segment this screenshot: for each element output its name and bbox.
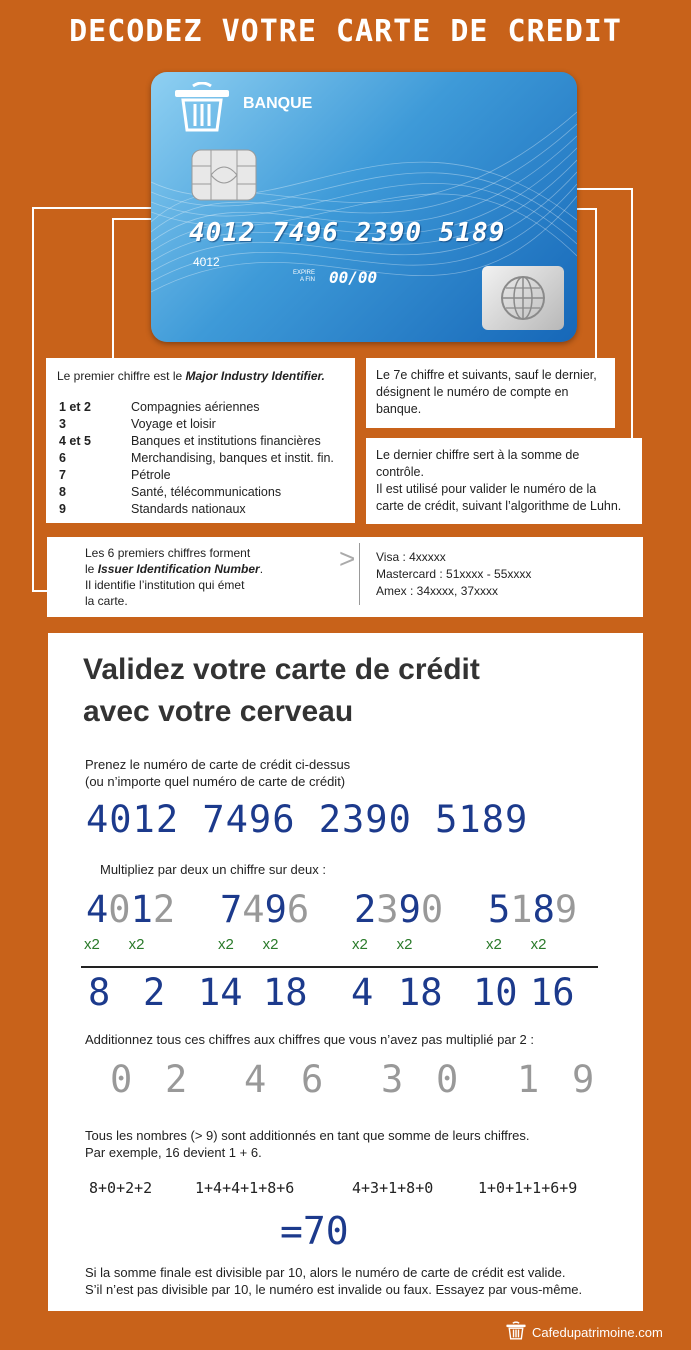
digit: 0 <box>108 888 131 931</box>
mii-row: 9 Standards nationaux <box>59 502 246 516</box>
checksum-box <box>366 438 642 524</box>
account-box <box>366 358 615 428</box>
unmultiplied-digit: 1 <box>517 1058 540 1101</box>
unmultiplied-digit: 2 <box>165 1058 188 1101</box>
product-value: 16 <box>530 971 575 1014</box>
digit-sum: 8+0+2+2 <box>89 1179 153 1197</box>
mii-intro: Le premier chiffre est le Major Industry Identifier. <box>57 369 325 383</box>
unmultiplied-digit: 0 <box>436 1058 459 1101</box>
digit-sum: 1+0+1+1+6+9 <box>478 1179 578 1197</box>
digit: 7 <box>220 888 243 931</box>
account-text: banque. <box>376 402 422 416</box>
product-value: 10 <box>473 971 518 1014</box>
mii-row: 4 et 5 Banques et institutions financières <box>59 434 321 448</box>
product-value: 2 <box>143 971 166 1014</box>
product-value: 18 <box>398 971 443 1014</box>
digit: 1 <box>510 888 533 931</box>
multiply-text: Multipliez par deux un chiffre sur deux : <box>100 862 326 877</box>
digit-sum: 1+4+4+1+8+6 <box>195 1179 295 1197</box>
divider <box>359 543 360 605</box>
globe-icon <box>499 274 547 322</box>
bank-trash-icon <box>171 82 233 134</box>
iin-box <box>47 537 643 617</box>
site-name: Cafedupatrimoine.com <box>532 1325 663 1340</box>
total: =70 <box>280 1209 349 1253</box>
digit: 0 <box>420 888 444 931</box>
x2-label: x2 <box>128 936 145 953</box>
digit: 9 <box>264 888 287 931</box>
card-number-large: 4012 7496 2390 5189 <box>86 798 529 841</box>
account-text: Le 7e chiffre et suivants, sauf le dernier, <box>376 368 597 382</box>
x2-label: x2 <box>352 936 368 953</box>
conclusion-text: Si la somme finale est divisible par 10, alors le numéro de carte de crédit est valide. S’il n’est pas divisible par 10, le numéro est invalide ou faux. Essayez par vous-même. <box>85 1265 583 1297</box>
card-number: 4012 7496 2390 5189 <box>189 218 506 248</box>
checksum-text: contrôle. <box>376 465 424 479</box>
mii-row: 1 et 2 Compagnies aériennes <box>59 400 260 414</box>
digit: 2 <box>354 888 377 931</box>
expire-label: EXPIRE A FIN <box>293 270 316 283</box>
x2-label: x2 <box>262 936 279 953</box>
digit: 8 <box>532 888 555 931</box>
digit: 5 <box>488 888 511 931</box>
chevron-right-icon: > <box>339 543 356 574</box>
digit: 2 <box>152 888 176 931</box>
mii-row: 6 Merchandising, banques et instit. fin. <box>59 451 334 465</box>
hologram <box>482 266 564 330</box>
digit-sum: 4+3+1+8+0 <box>352 1179 434 1197</box>
product-value: 18 <box>263 971 308 1014</box>
digit: 4 <box>86 888 109 931</box>
checksum-text: carte de crédit, suivant l’algorithme de Luhn. <box>376 499 622 513</box>
intro-text: Prenez le numéro de carte de crédit ci-dessus (ou n’importe quel numéro de carte de crédit) <box>85 757 351 789</box>
luhn-panel <box>48 633 643 1311</box>
rule-text: Tous les nombres (> 9) sont additionnés en tant que somme de leurs chiffres. Par exemple, 16 devient 1 + 6. <box>85 1128 530 1160</box>
unmultiplied-digit: 6 <box>301 1058 324 1101</box>
credit-card-illustration <box>151 72 577 342</box>
card-number-small: 4012 <box>193 255 220 269</box>
expire-value: 00/00 <box>329 268 378 287</box>
x2-label: x2 <box>486 936 502 953</box>
panel-title: Validez votre carte de crédit avec votre cerveau <box>83 653 480 728</box>
add-text: Additionnez tous ces chiffres aux chiffres que vous n’avez pas multiplié par 2 : <box>85 1032 534 1047</box>
iin-description: Les 6 premiers chiffres forment le Issuer Identification Number. Il identifie l’institution qui émet la carte. <box>85 546 264 608</box>
mii-row: 8 Santé, télécommunications <box>59 485 282 499</box>
product-value: 8 <box>88 971 111 1014</box>
iin-networks: Visa : 4xxxxx Mastercard : 51xxxx - 55xxxx Amex : 34xxxx, 37xxxx <box>376 550 532 598</box>
checksum-text: Il est utilisé pour valider le numéro de la <box>376 482 597 496</box>
product-value: 14 <box>198 971 243 1014</box>
digit: 6 <box>286 888 310 931</box>
unmultiplied-digit: 0 <box>110 1058 133 1101</box>
bank-name: BANQUE <box>243 95 313 112</box>
page-title: DECODEZ VOTRE CARTE DE CREDIT <box>69 14 622 49</box>
mii-box <box>46 358 355 523</box>
unmultiplied-digit: 3 <box>381 1058 404 1101</box>
digit: 1 <box>130 888 153 931</box>
product-value: 4 <box>351 971 374 1014</box>
account-text: désignent le numéro de compte en <box>376 385 569 399</box>
x2-label: x2 <box>530 936 547 953</box>
mii-row: 3 Voyage et loisir <box>59 417 216 431</box>
unmultiplied-digit: 9 <box>572 1058 595 1101</box>
unmultiplied-digit: 4 <box>244 1058 267 1101</box>
checksum-text: Le dernier chiffre sert à la somme de <box>376 448 580 462</box>
chip-icon <box>191 149 257 201</box>
digit: 9 <box>554 888 578 931</box>
digit: 3 <box>376 888 399 931</box>
divider <box>81 966 598 968</box>
x2-label: x2 <box>218 936 234 953</box>
mii-list <box>59 399 334 518</box>
trash-logo-icon <box>505 1321 527 1341</box>
x2-label: x2 <box>396 936 413 953</box>
x2-label: x2 <box>84 936 100 953</box>
mii-row: 7 Pétrole <box>59 468 171 482</box>
footer <box>505 1321 663 1344</box>
digit: 9 <box>398 888 421 931</box>
digit: 4 <box>242 888 265 931</box>
